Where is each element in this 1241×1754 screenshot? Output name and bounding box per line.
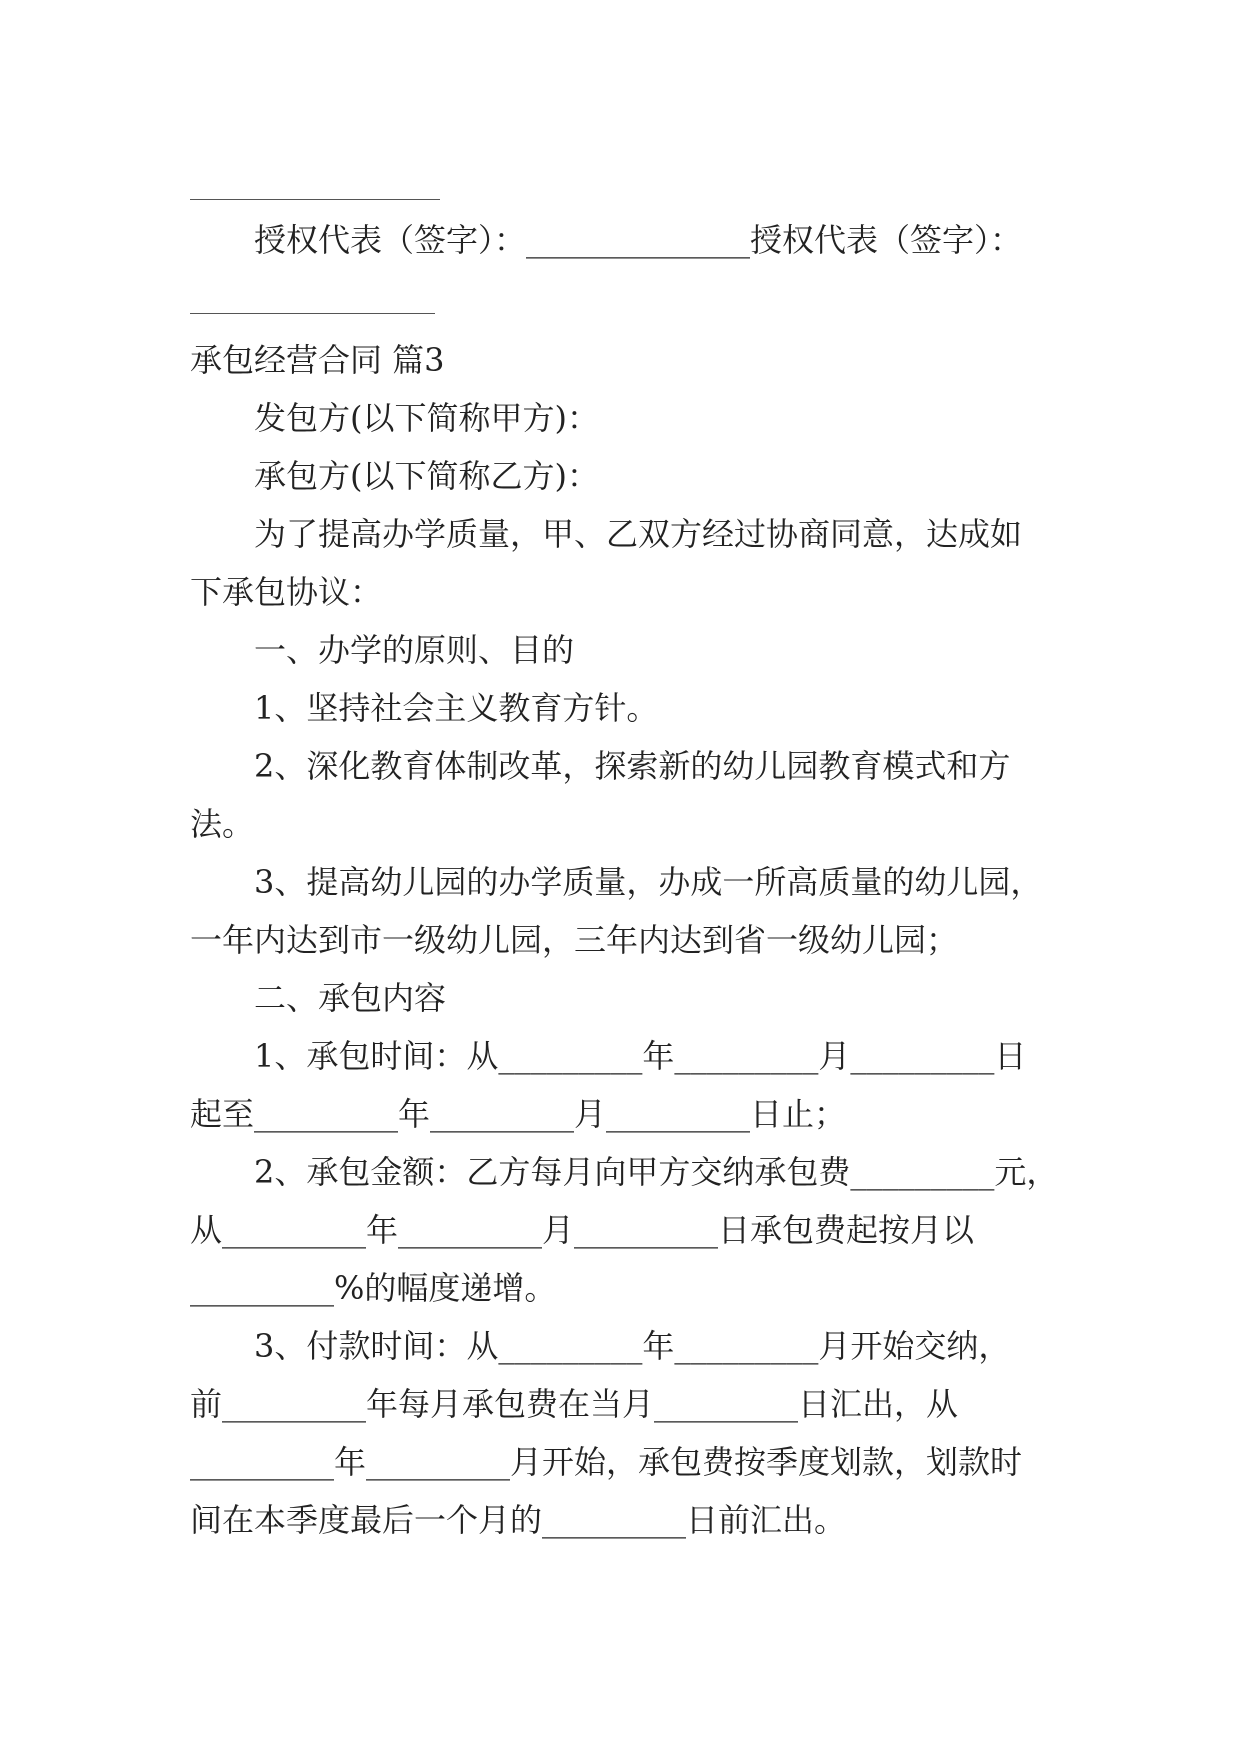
preamble-line-1: 为了提高办学质量，甲、乙双方经过协商同意，达成如 [254,515,1023,553]
payment-line-2: 前_________年每月承包费在当月_________日汇出，从 [190,1385,959,1423]
principle-2-line-2: 法。 [190,805,255,843]
principle-1: 1、坚持社会主义教育方针。 [254,689,659,727]
preamble-line-2: 下承包协议： [190,573,383,611]
party-a-label: 发包方(以下简称甲方)： [254,399,599,437]
amount-line-1: 2、承包金额：乙方每月向甲方交纳承包费_________元， [254,1153,1059,1191]
section-title: 承包经营合同 篇3 [190,341,445,379]
payment-line-1: 3、付款时间：从_________年_________月开始交纳， [254,1327,1011,1365]
heading-contract-content: 二、承包内容 [254,979,447,1017]
principle-2-line-1: 2、深化教育体制改革，探索新的幼儿园教育模式和方 [254,747,1011,785]
heading-principles: 一、办学的原则、目的 [254,631,575,669]
term-line-2: 起至_________年_________月_________日止； [190,1095,847,1133]
payment-line-3: _________年_________月开始，承包费按季度划款，划款时 [190,1443,1023,1481]
payment-line-4: 间在本季度最后一个月的_________日前汇出。 [190,1501,847,1539]
signature-blank-line-top [190,199,440,200]
amount-line-3: _________%的幅度递增。 [190,1269,557,1307]
term-line-1: 1、承包时间：从_________年_________月_________日 [254,1037,1027,1075]
signature-blank-line-second [190,313,435,314]
principle-3-line-1: 3、提高幼儿园的办学质量，办成一所高质量的幼儿园， [254,863,1043,901]
authorized-rep-signature-line: 授权代表（签字）：______________授权代表（签字）： [254,221,1023,259]
party-b-label: 承包方(以下简称乙方)： [254,457,599,495]
principle-3-line-2: 一年内达到市一级幼儿园，三年内达到省一级幼儿园； [190,921,959,959]
amount-line-2: 从_________年_________月_________日承包费起按月以 [190,1211,975,1249]
